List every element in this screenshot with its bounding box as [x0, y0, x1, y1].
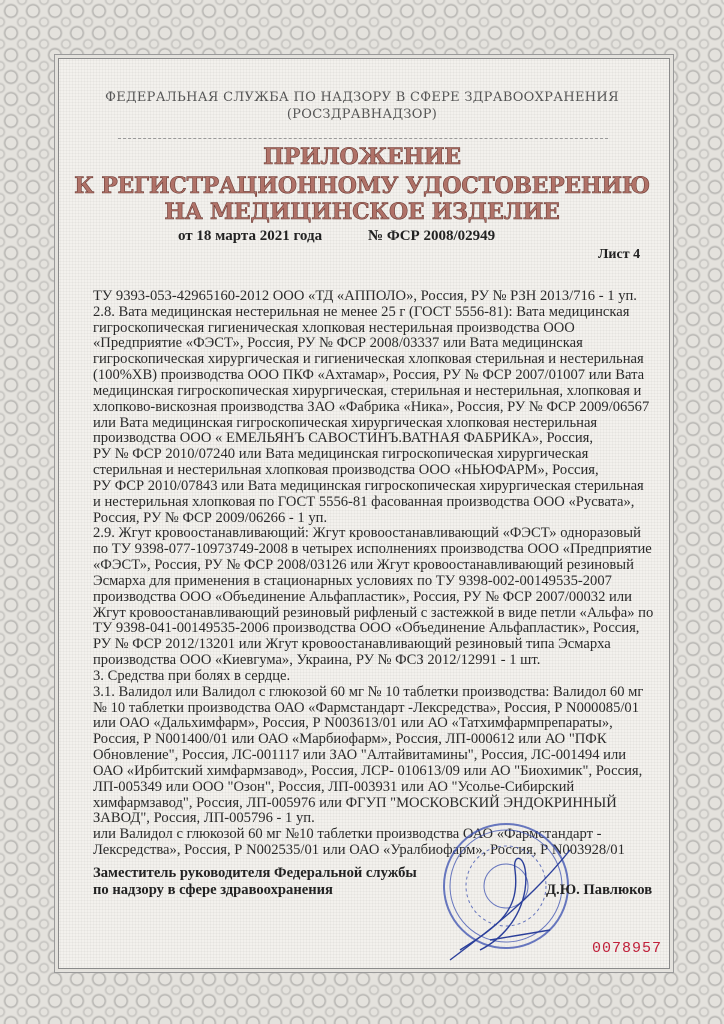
body-line: хлопково-вискозная производства ЗАО «Фабрика «Ника», Россия, РУ № ФСР 2009/06567 — [93, 398, 650, 415]
agency-short-name: (РОСЗДРАВНАДЗОР) — [286, 107, 438, 122]
body-line: Эсмарха для применения в стационарных условиях по ТУ 9398-002-00149535-2007 — [93, 572, 612, 589]
certificate-number: № ФСР 2008/02949 — [368, 228, 496, 244]
body-line: 3.1. Валидол или Валидол с глюкозой 60 мг № 10 таблетки производства: Валидол 60 мг — [93, 683, 644, 700]
body-line: химфармзавод", Россия, ЛП-005976 или ФГУП "МОСКОВСКИЙ ЭНДОКРИННЫЙ — [93, 794, 617, 811]
body-line: гигроскопическая хирургическая и гигиеническая хлопковая стерильная и нестерильная — [93, 351, 644, 368]
signatory-name: Д.Ю. Павлюков — [546, 882, 653, 898]
title-line-2: К РЕГИСТРАЦИОННОМУ УДОСТОВЕРЕНИЮ — [74, 173, 650, 199]
body-line: ТУ 9398-041-00149535-2006 производства ООО «Объединение Альфапластик», Россия, — [93, 620, 640, 637]
body-line: № 10 таблетки производства ОАО «Фармстандарт -Лексредства», Россия, Р N000085/01 — [93, 699, 640, 716]
title-line-1: ПРИЛОЖЕНИЕ — [263, 144, 461, 170]
body-line: Жгут кровоостанавливающий резиновый рифленый с застежкой в виде петли «Альфа» по — [93, 604, 654, 621]
document-body — [93, 289, 653, 859]
body-line: (100%ХВ) производства ООО ПКФ «Ахтамар», Россия, РУ № ФСР 2007/01007 или Вата — [93, 367, 645, 384]
body-line: 2.8. Вата медицинская нестерильная не менее 25 г (ГОСТ 5556-81): Вата медицинская — [93, 303, 630, 320]
serial-number: 0078957 — [592, 940, 663, 957]
body-line: или ОАО «Дальхимфарм», Россия, Р N003613/01 или АО «Татхимфармпрепараты», — [93, 715, 613, 732]
body-line: «ФЭСТ», Россия, РУ № ФСР 2008/03126 или Жгут кровоостанавливающий резиновый — [93, 557, 634, 574]
body-line: РУ № ФСР 2012/13201 или Жгут кровоостанавливающий резиновый типа Эсмарха — [93, 636, 611, 653]
body-line: Россия, РУ № ФСР 2009/06266 - 1 уп. — [93, 509, 328, 526]
body-line: ЛП-005349 или ООО "Озон", Россия, ЛП-003931 или АО "Усолье-Сибирский — [93, 778, 575, 795]
certificate-date: от 18 марта 2021 года — [178, 228, 323, 244]
body-line: 3. Средства при болях в сердце. — [93, 667, 291, 684]
body-line: РУ № ФСР 2010/07240 или Вата медицинская гигроскопическая хирургическая — [93, 446, 589, 463]
body-line: ЗАВОД", Россия, ЛП-005796 - 1 уп. — [93, 810, 315, 827]
body-line: по ТУ 9398-077-10973749-2008 в четырех исполнениях производства ООО «Предприятие — [93, 541, 652, 558]
body-line: производства ООО «Киевгума», Украина, РУ № ФСЗ 2012/12991 - 1 шт. — [93, 652, 541, 669]
body-line: или Валидол с глюкозой 60 мг №10 таблетки производства ОАО «Фармстандарт - — [93, 826, 602, 843]
header-divider — [118, 138, 608, 139]
body-line: ТУ 9393-053-42965160-2012 ООО «ТД «АППОЛО», Россия, РУ № РЗН 2013/716 - 1 уп. — [93, 288, 637, 304]
signatory-position-line-2: по надзору в сфере здравоохранения — [93, 882, 333, 898]
body-line: Лексредства», Россия, Р N002535/01 или ОАО «Уралбиофарм», Россия, Р N003928/01 — [93, 841, 625, 858]
body-line: Обновление", Россия, ЛС-001117 или ЗАО "Алтайвитамины", Россия, ЛС-001494 или — [93, 747, 627, 764]
body-line: производства ООО « ЕМЕЛЬЯНЪ САВОСТИНЪ.ВАТНАЯ ФАБРИКА», Россия, — [93, 430, 594, 447]
body-line: 2.9. Жгут кровоостанавливающий: Жгут кровоостанавливающий «ФЭСТ» одноразовый — [93, 525, 641, 542]
agency-name: ФЕДЕРАЛЬНАЯ СЛУЖБА ПО НАДЗОРУ В СФЕРЕ ЗДРАВООХРАНЕНИЯ — [105, 90, 619, 105]
title-line-3: НА МЕДИЦИНСКОЕ ИЗДЕЛИЕ — [164, 199, 560, 225]
body-line: стерильная и нестерильная хлопковая производства ООО «НЬЮФАРМ», Россия, — [93, 462, 599, 479]
body-line: гигроскопическая гигиеническая хлопковая нестерильная производства ООО — [93, 319, 575, 336]
body-line: и нестерильная хлопковая по ГОСТ 5556-81 фасованная производства ООО «Русвата», — [93, 493, 635, 510]
body-line: «Предприятие «ФЭСТ», Россия, РУ № ФСР 2008/03337 или Вата медицинская — [93, 335, 583, 352]
body-line: РУ ФСР 2010/07843 или Вата медицинская гигроскопическая хирургическая стерильная — [93, 477, 644, 494]
sheet-number: Лист 4 — [598, 247, 641, 262]
body-line: ОАО «Ирбитский химфармзавод», Россия, ЛСР- 010613/09 или АО "Биохимик", Россия, — [93, 762, 643, 779]
body-line: или Вата медицинская гигроскопическая хирургическая хлопковая нестерильная — [93, 414, 598, 431]
signatory-position-line-1: Заместитель руководителя Федеральной службы — [93, 865, 417, 881]
body-line: Россия, Р N001400/01 или ОАО «Марбиофарм», Россия, ЛП-000612 или АО "ПФК — [93, 731, 607, 748]
body-line: производства ООО «Объединение Альфапластик», Россия, РУ № ФСР 2007/00032 или — [93, 588, 632, 605]
body-line: медицинская гигроскопическая хирургическая, стерильная и нестерильная, хлопковая и — [93, 382, 642, 399]
